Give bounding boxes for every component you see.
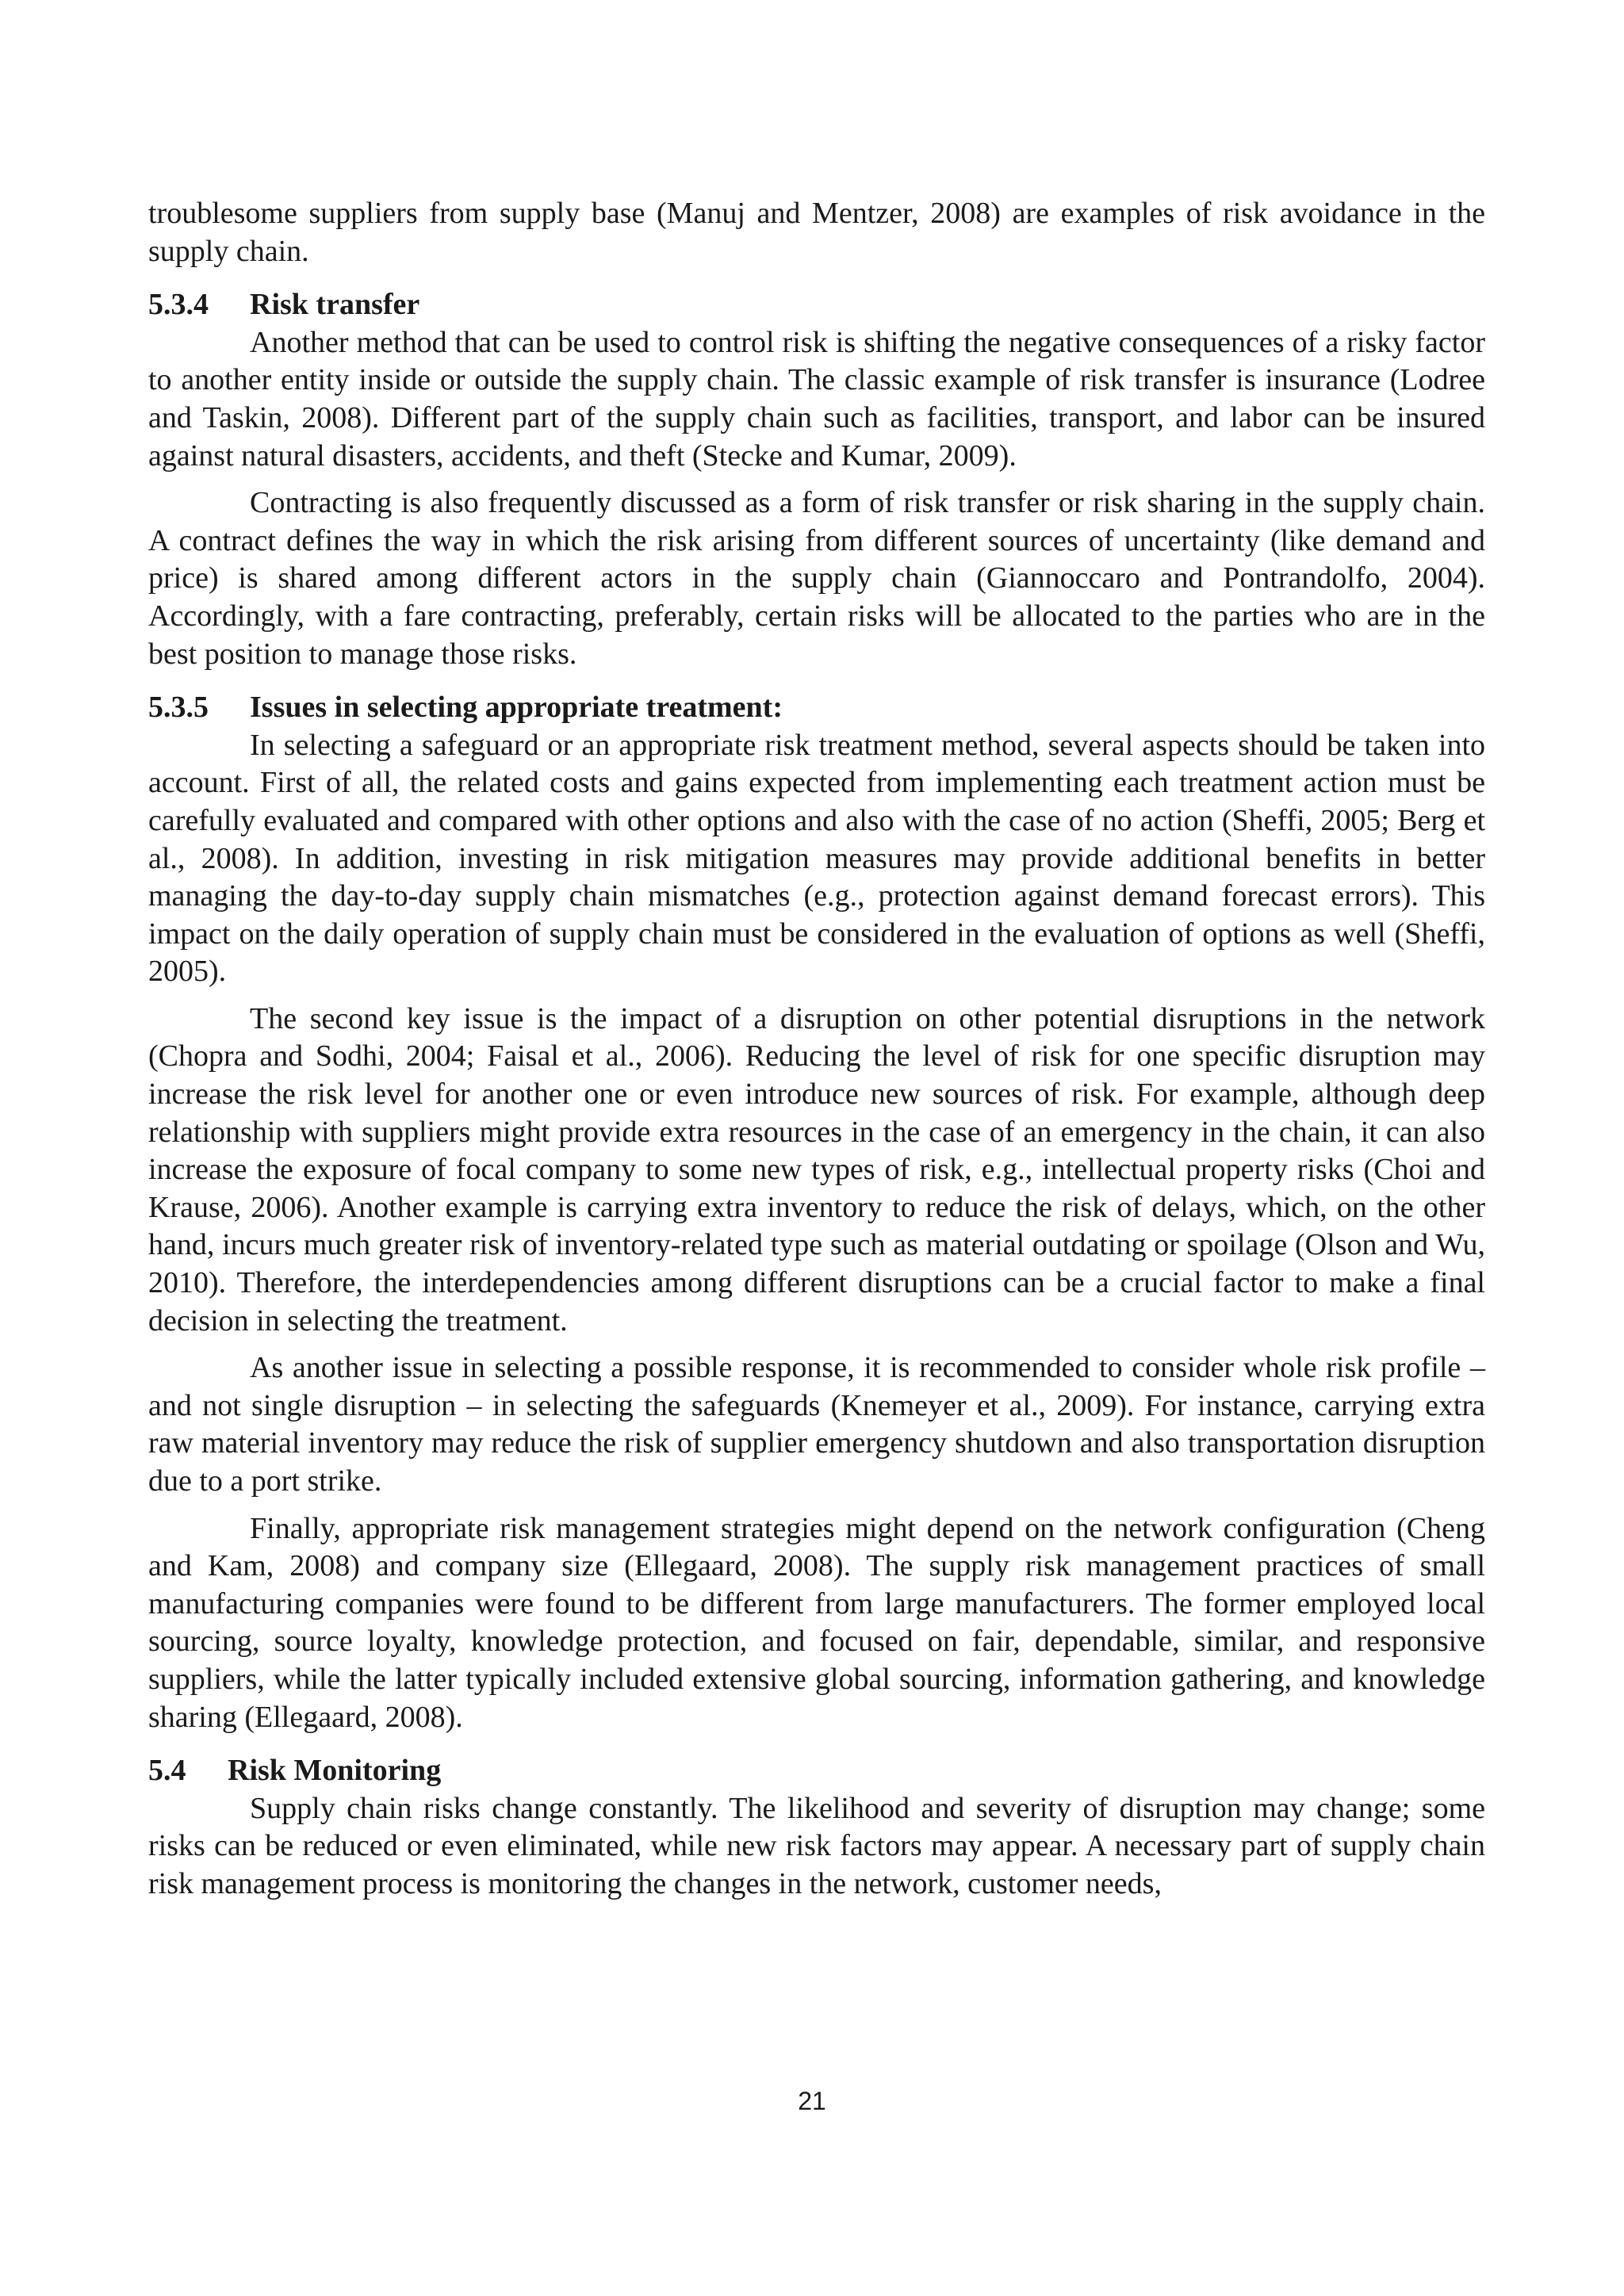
paragraph-second-issue: The second key issue is the impact of a disruption on other potential disruptions in the network (Chopra and Sodhi, 2004; Faisal et al., 2006). Reducing the level of risk for one specific disruption may increase the risk level for another one or even introduce new sources of risk. For example, although deep relationship with suppliers might provide extra resources in the case of an emergency in the chain, it can also increase the exposure of focal company to some new types of risk, e.g., intellectual property risks (Choi and Krause, 2006). Another example is carrying extra inventory to reduce the risk of delays, which, on the other hand, incurs much greater risk of inventory-related type such as material outdating or spoilage (Olson and Wu, 2010). Therefore, the interdependencies among different disruptions can be a crucial factor to make a final decision in selecting the treatment. [148, 1001, 1485, 1337]
paragraph-risk-avoidance-end: troublesome suppliers from supply base (Manuj and Mentzer, 2008) are examples of risk avoidance in the supply chain. [148, 197, 1485, 268]
section-heading-treatment-issues [148, 689, 1485, 727]
document-page [148, 195, 1485, 1913]
section-number: 5.4 [148, 1754, 186, 1788]
section-title: Risk transfer [250, 288, 420, 322]
section-number: 5.3.4 [148, 288, 209, 322]
page-number: 21 [798, 2087, 826, 2115]
paragraph-risk-monitoring: Supply chain risks change constantly. The likelihood and severity of disruption may change; some risks can be reduced or even eliminated, while new risk factors may appear. A necessary part of supply chain risk management process is monitoring the changes in the network, customer needs, [148, 1791, 1485, 1900]
paragraph-risk-transfer: Another method that can be used to control risk is shifting the negative consequences of a risky factor to another entity inside or outside the supply chain. The classic example of risk transfer is insurance (Lodree and Taskin, 2008). Different part of the supply chain such as facilities, transport, and labor can be insured against natural disasters, accidents, and theft (Stecke and Kumar, 2009). [148, 325, 1485, 473]
section-number: 5.3.5 [148, 691, 209, 725]
section-title: Risk Monitoring [228, 1754, 442, 1788]
paragraph-contracting: Contracting is also frequently discussed as a form of risk transfer or risk sharing in the supply chain. A contract defines the way in which the risk arising from different sources of uncertainty (like demand and price) is shared among different actors in the supply chain (Giannoccaro and Pontrandolfo, 2004). Accordingly, with a fare contracting, preferably, certain risks will be allocated to the parties who are in the best position to manage those risks. [148, 486, 1485, 671]
paragraph-risk-profile: As another issue in selecting a possible response, it is recommended to consider whole risk profile – and not single disruption – in selecting the safeguards (Knemeyer et al., 2009). For instance, carrying extra raw material inventory may reduce the risk of supplier emergency shutdown and also transportation disruption due to a port strike. [148, 1351, 1485, 1498]
section-title: Issues in selecting appropriate treatment: [250, 691, 783, 725]
paragraph-network-configuration: Finally, appropriate risk management strategies might depend on the network configuration (Cheng and Kam, 2008) and company size (Ellegaard, 2008). The supply risk management practices of small manufacturing companies were found to be different from large manufacturers. The former employed local sourcing, source loyalty, knowledge protection, and focused on fair, dependable, similar, and responsive suppliers, while the latter typically included extensive global sourcing, information gathering, and knowledge sharing (Ellegaard, 2008). [148, 1511, 1485, 1734]
section-heading-risk-transfer [148, 286, 1485, 324]
section-heading-risk-monitoring [148, 1752, 1485, 1790]
paragraph-costs-gains: In selecting a safeguard or an appropriate risk treatment method, several aspects should be taken into account. First of all, the related costs and gains expected from implementing each treatment action must be carefully evaluated and compared with other options and also with the case of no action (Sheffi, 2005; Berg et al., 2008). In addition, investing in risk mitigation measures may provide additional benefits in better managing the day-to-day supply chain mismatches (e.g., protection against demand forecast errors). This impact on the daily operation of supply chain must be considered in the evaluation of options as well (Sheffi, 2005). [148, 728, 1485, 989]
